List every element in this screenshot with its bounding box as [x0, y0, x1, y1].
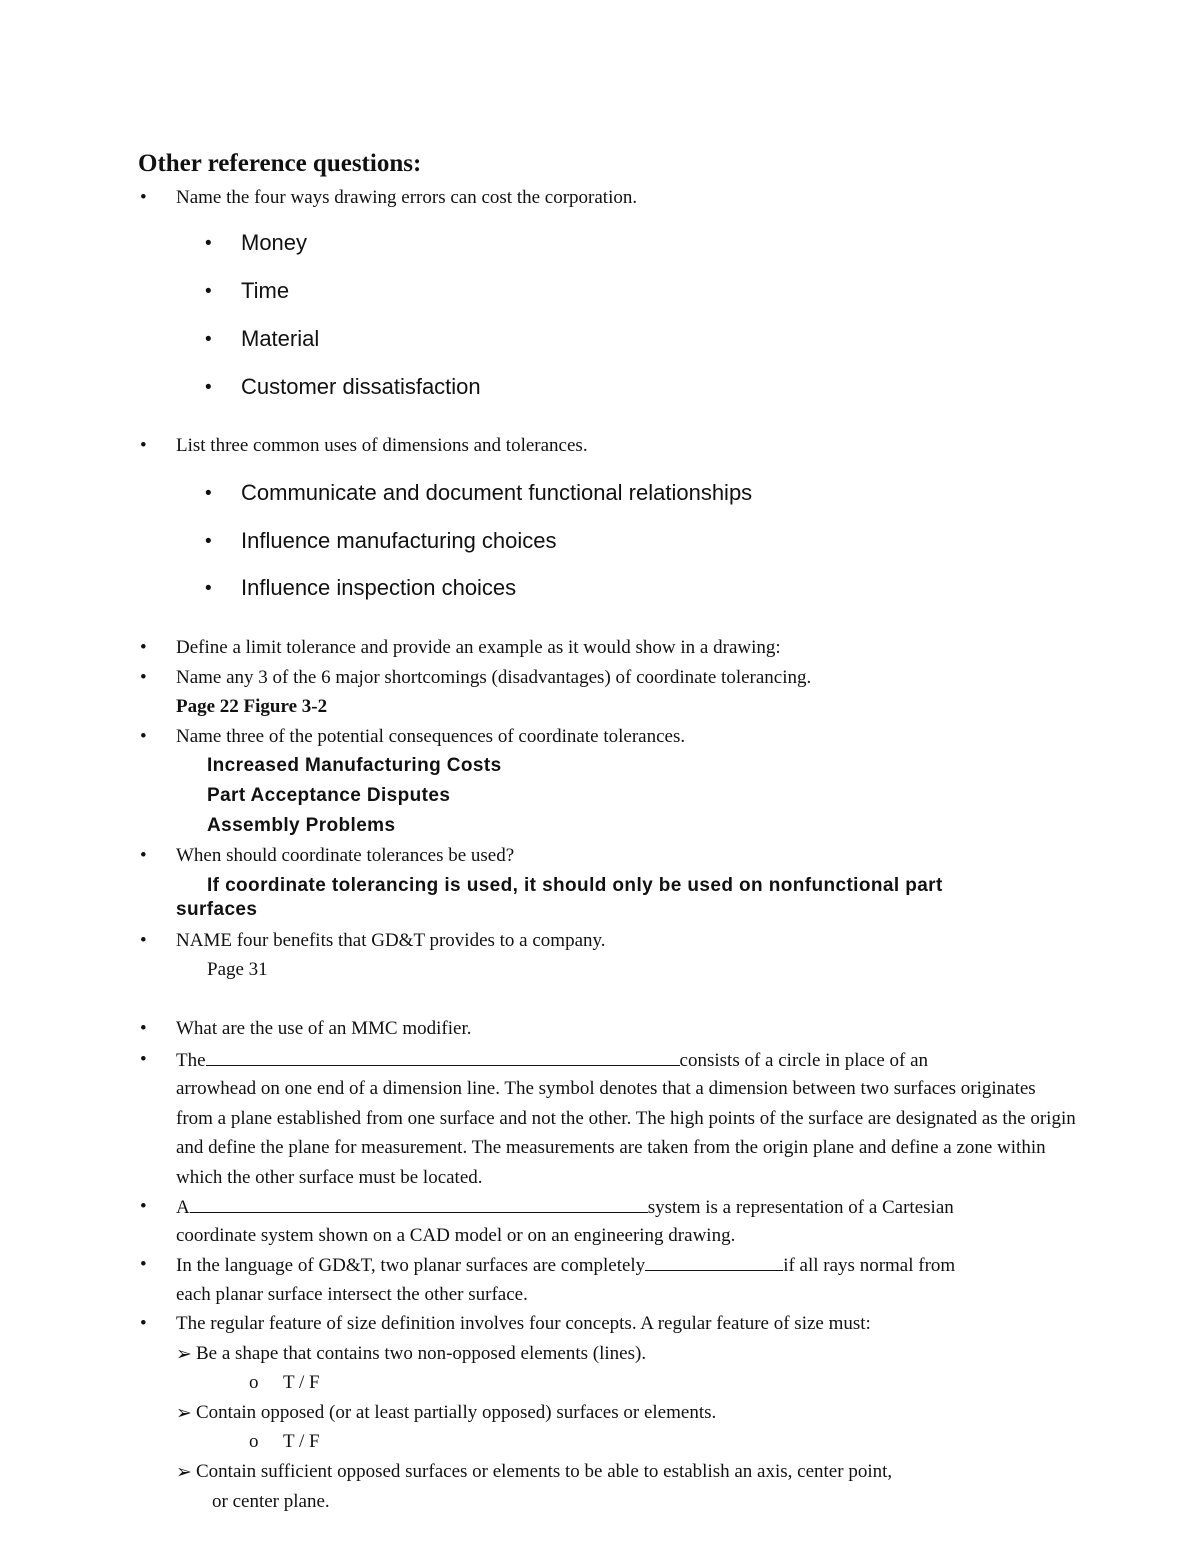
answer-1-3: Material	[241, 326, 320, 351]
answer-7: Page 31	[207, 959, 268, 980]
answer-2-3: Influence inspection choices	[241, 575, 517, 600]
question-12-item-3-cont: or center plane.	[212, 1491, 330, 1512]
answer-4: Page 22 Figure 3-2	[176, 696, 328, 717]
answer-5-2: Part Acceptance Disputes	[207, 785, 451, 806]
question-10-end: system is a representation of a Cartesian	[647, 1197, 954, 1218]
bullet-icon: •	[205, 483, 212, 504]
question-11-rest: each planar surface intersect the other surface.	[176, 1284, 528, 1305]
bullet-icon: •	[140, 845, 147, 866]
bullet-icon: •	[205, 281, 212, 302]
fill-in-blank[interactable]	[206, 1049, 680, 1066]
question-12-item-1: Be a shape that contains two non-opposed elements (lines).	[196, 1343, 647, 1364]
question-10-rest: coordinate system shown on a CAD model or on an engineering drawing.	[176, 1225, 736, 1246]
answer-1-2: Time	[241, 278, 290, 303]
question-11-end: if all rays normal from	[783, 1255, 956, 1276]
question-9-start: The	[176, 1050, 206, 1071]
answer-5-3: Assembly Problems	[207, 815, 396, 836]
bullet-icon: •	[140, 1018, 147, 1039]
question-10-line-1	[176, 1196, 954, 1219]
question-5: Name three of the potential consequences of coordinate tolerances.	[176, 726, 686, 747]
question-4: Name any 3 of the 6 major shortcomings (disadvantages) of coordinate tolerancing.	[176, 667, 812, 688]
question-12-item-3: Contain sufficient opposed surfaces or elements to be able to establish an axis, center point,	[196, 1461, 893, 1482]
question-11-start: In the language of GD&T, two planar surfaces are completely	[176, 1255, 646, 1276]
question-9-rest: arrowhead on one end of a dimension line. The symbol denotes that a dimension between two surfaces originates from a plane established from one surface and not the other. The high points of the surface are designated as the origin and define the plane for measurement. The measurements are taken from the origin plane and define a zone within which the other surface must be located.	[176, 1078, 1076, 1188]
bullet-icon: •	[140, 1049, 147, 1070]
circle-bullet-icon: o	[249, 1372, 259, 1393]
bullet-icon: •	[140, 1254, 147, 1275]
bullet-icon: •	[205, 531, 212, 552]
bullet-icon: •	[140, 187, 147, 208]
answer-2-2: Influence manufacturing choices	[241, 528, 557, 553]
question-12: The regular feature of size definition involves four concepts. A regular feature of size must:	[176, 1313, 871, 1334]
answer-6-line-2: surfaces	[176, 899, 258, 920]
answer-6-line-1: If coordinate tolerancing is used, it should only be used on nonfunctional part	[207, 875, 943, 896]
question-10-start: A	[176, 1197, 190, 1218]
arrow-bullet-icon: ➢	[176, 1403, 192, 1424]
bullet-icon: •	[140, 1313, 147, 1334]
page-title: Other reference questions:	[138, 150, 422, 177]
bullet-icon: •	[205, 233, 212, 254]
question-9-end: consists of a circle in place of an	[679, 1050, 929, 1071]
answer-1-1: Money	[241, 230, 308, 255]
bullet-icon: •	[140, 726, 147, 747]
question-12-item-2: Contain opposed (or at least partially opposed) surfaces or elements.	[196, 1402, 717, 1423]
bullet-icon: •	[140, 1196, 147, 1217]
question-3: Define a limit tolerance and provide an example as it would show in a drawing:	[176, 637, 781, 658]
question-7: NAME four benefits that GD&T provides to a company.	[176, 930, 606, 951]
bullet-icon: •	[205, 377, 212, 398]
bullet-icon: •	[140, 667, 147, 688]
bullet-icon: •	[205, 578, 212, 599]
question-9-line-1	[176, 1049, 928, 1072]
answer-1-4: Customer dissatisfaction	[241, 374, 481, 399]
bullet-icon: •	[140, 930, 147, 951]
question-2: List three common uses of dimensions and tolerances.	[176, 435, 588, 456]
answer-2-1: Communicate and document functional relationships	[241, 480, 753, 505]
fill-in-blank[interactable]	[190, 1196, 648, 1213]
answer-5-1: Increased Manufacturing Costs	[207, 755, 502, 776]
bullet-icon: •	[140, 637, 147, 658]
bullet-icon: •	[140, 435, 147, 456]
question-11-line-1	[176, 1254, 955, 1277]
question-1: Name the four ways drawing errors can cost the corporation.	[176, 187, 638, 208]
true-false-choice-1[interactable]: T / F	[283, 1372, 320, 1393]
bullet-icon: •	[205, 329, 212, 350]
arrow-bullet-icon: ➢	[176, 1344, 192, 1365]
true-false-choice-2[interactable]: T / F	[283, 1431, 320, 1452]
question-6: When should coordinate tolerances be used?	[176, 845, 515, 866]
circle-bullet-icon: o	[249, 1431, 259, 1452]
fill-in-blank[interactable]	[645, 1254, 783, 1271]
arrow-bullet-icon: ➢	[176, 1462, 192, 1483]
question-8: What are the use of an MMC modifier.	[176, 1018, 472, 1039]
